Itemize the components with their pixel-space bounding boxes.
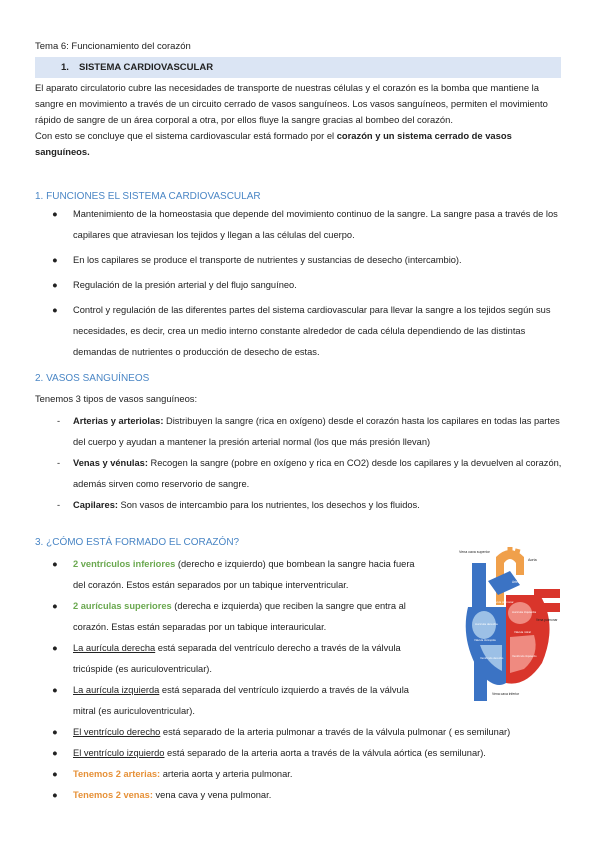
funciones-list [35, 204, 565, 363]
label-auricula-izquierda: Aurícula izquierda [512, 610, 537, 614]
list-item [35, 250, 565, 271]
label-auricula-derecha: Aurícula derecha [475, 622, 498, 626]
list-item [35, 785, 565, 806]
bullet-icon: ● [52, 280, 58, 290]
dash-icon: - [57, 500, 61, 510]
intro-conclusion-bold: corazón y un sistema cerrado de vasos sanguíneos. [35, 130, 512, 157]
underlined-term: La aurícula izquierda [73, 685, 160, 695]
section-header [35, 57, 561, 78]
term: Arterias y arteriolas: [73, 416, 164, 426]
list-item [35, 453, 565, 495]
dash-icon: - [57, 458, 61, 468]
list-item-text: vena cava y vena pulmonar. [152, 790, 272, 800]
list-item [35, 596, 425, 638]
heading-corazon: 3. ¿CÓMO ESTÁ FORMADO EL CORAZÓN? [35, 537, 240, 548]
list-item [35, 743, 565, 764]
list-item [35, 300, 565, 363]
label-valvula-tricuspide: Válvula tricúspide [474, 638, 496, 642]
bullet-icon: ● [52, 305, 58, 315]
highlight: 2 ventrículos inferiores [73, 559, 176, 569]
document-title: Tema 6: Funcionamiento del corazón [35, 41, 191, 52]
heart-diagram [450, 545, 570, 705]
heading-vasos: 2. VASOS SANGUÍNEOS [35, 373, 150, 384]
bullet-icon: ● [52, 601, 58, 611]
underlined-term: El ventrículo derecho [73, 727, 161, 737]
list-item [35, 722, 565, 743]
section-number: 1. [61, 62, 69, 73]
definition: Son vasos de intercambio para los nutrientes, los desechos y los fluidos. [117, 500, 420, 510]
label-vena-cava-superior: Vena cava superior [459, 550, 490, 554]
list-item-text: En los capilares se produce el transporte de nutrientes y sustancias de desecho (intercambio). [73, 255, 462, 265]
heading-funciones: 1. FUNCIONES EL SISTEMA CARDIOVASCULAR [35, 191, 261, 202]
label-valvula-pulmonar: Válvula pulmonar [492, 600, 514, 604]
list-item [35, 411, 565, 453]
bullet-icon: ● [52, 769, 58, 779]
label-ventriculo-derecho: Ventrículo derecho [480, 656, 504, 660]
list-item [35, 764, 565, 785]
bullet-icon: ● [52, 643, 58, 653]
list-item [35, 638, 425, 680]
list-item [35, 680, 425, 722]
vasos-intro: Tenemos 3 tipos de vasos sanguíneos: [35, 393, 198, 404]
highlight: Tenemos 2 venas: [73, 790, 153, 800]
label-valvula-mitral: Válvula mitral [514, 630, 531, 634]
term: Capilares: [73, 500, 118, 510]
bullet-icon: ● [52, 559, 58, 569]
list-item [35, 495, 565, 516]
bullet-icon: ● [52, 748, 58, 758]
list-item-text: arteria aorta y arteria pulmonar. [160, 769, 293, 779]
term: Venas y vénulas: [73, 458, 148, 468]
label-vena-cava-inferior: Vena cava inferior [492, 692, 520, 696]
label-arteria-pulmonar: Arteria pulmonar [512, 580, 536, 584]
list-item-text: Mantenimiento de la homeostasia que depende del movimiento continuo de la sangre. La sangre pasa a través de los capilares que atraviesan los tejidos y llegan a las células del cuerpo. [73, 209, 558, 240]
intro-paragraph [35, 80, 565, 160]
highlight: 2 aurículas superiores [73, 601, 172, 611]
section-label: SISTEMA CARDIOVASCULAR [79, 62, 214, 73]
corazon-list-bottom [35, 722, 565, 806]
bullet-icon: ● [52, 209, 58, 219]
definition: Distribuyen la sangre (rica en oxígeno) desde el corazón hasta los capilares en todas las partes del cuerpo y ayudan a mantener la presión arterial normal (los que más presión llevan) [73, 416, 560, 447]
list-item-text: está separada del ventrículo izquierdo a través de la válvula mitral (es auriculoventricular). [73, 685, 409, 716]
list-item-text: Control y regulación de las diferentes partes del sistema cardiovascular para llevar la sangre a los tejidos según sus necesidades, es decir, crea un medio interno constante alrededor de cada célula dependiendo de las distintas demandas de nutrientes o producción de desecho de estas. [73, 305, 551, 357]
list-item [35, 554, 425, 596]
dash-icon: - [57, 416, 61, 426]
list-item-text: está separada del ventrículo derecho a través de la válvula tricúspide (es auriculoventricular). [73, 643, 401, 674]
highlight: Tenemos 2 arterias: [73, 769, 161, 779]
list-item-text: (derecha e izquierda) que reciben la sangre que entra al corazón. Estas están separadas por un tabique interauricular. [73, 601, 406, 632]
corazon-list-top [35, 554, 425, 722]
bullet-icon: ● [52, 727, 58, 737]
list-item [35, 204, 565, 246]
bullet-icon: ● [52, 790, 58, 800]
definition: Recogen la sangre (pobre en oxígeno y rica en CO2) desde los capilares y la devuelven al corazón, además sirven como reservorio de sangre. [73, 458, 562, 489]
intro-conclusion-text: Con esto se concluye que el sistema cardiovascular está formado por el [35, 130, 337, 141]
list-item-text: Regulación de la presión arterial y del flujo sanguíneo. [73, 280, 297, 290]
label-ventriculo-izquierdo: Ventrículo izquierdo [512, 654, 537, 658]
list-item [35, 275, 565, 296]
list-item-text: (derecho e izquierdo) que bombean la sangre hacia fuera del corazón. Estos están separados por un tabique interventricular. [73, 559, 415, 590]
underlined-term: El ventrículo izquierdo [73, 748, 165, 758]
vasos-list [35, 411, 565, 516]
label-aorta: Aorta [528, 558, 537, 562]
underlined-term: La aurícula derecha [73, 643, 156, 653]
bullet-icon: ● [52, 255, 58, 265]
list-item-text: está separado de la arteria aorta a través de la válvula aórtica (es semilunar). [164, 748, 486, 758]
intro-text: El aparato circulatorio cubre las necesidades de transporte de nuestras células y el corazón es la bomba que mantiene la sangre en movimiento a través de un circuito cerrado de vasos sanguíneos. Los vasos sanguíneos, permiten el movimiento rápido de sangre de un área corporal a otra, por ellos fluye la sangre gracias al bombeo del corazón. [35, 82, 548, 125]
label-vena-pulmonar: Vena pulmonar [536, 618, 558, 622]
bullet-icon: ● [52, 685, 58, 695]
list-item-text: está separado de la arteria pulmonar a través de la válvula pulmonar ( es semilunar) [160, 727, 511, 737]
